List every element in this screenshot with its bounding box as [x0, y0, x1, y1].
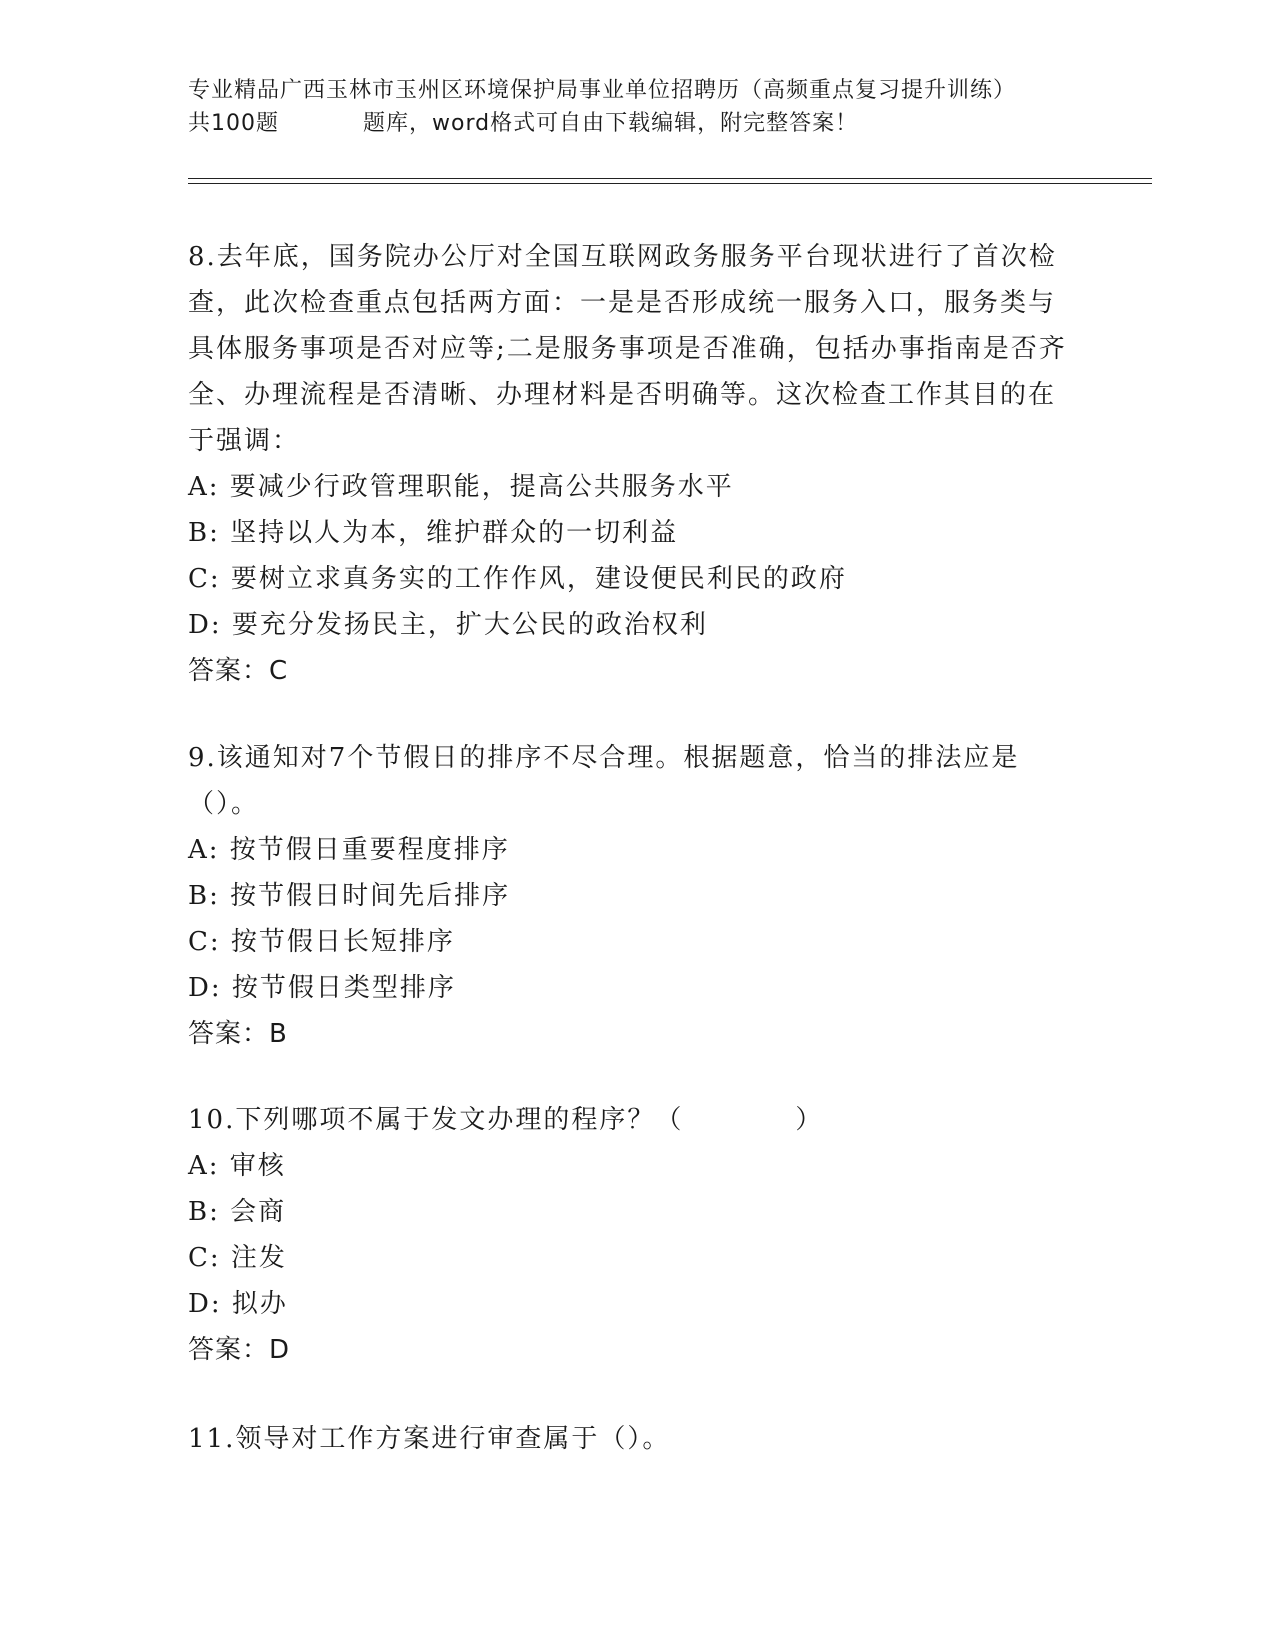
question-11	[188, 1416, 1078, 1462]
header-divider-bottom	[188, 183, 1152, 184]
header-description: 题库，word格式可自由下载编辑，附完整答案！	[363, 111, 859, 136]
option-d: D: 拟办	[188, 1289, 288, 1319]
question-stem: 9.该通知对7个节假日的排序不尽合理。根据题意，恰当的排法应是（）。	[188, 743, 1020, 819]
question-stem: 11.领导对工作方案进行审查属于（）。	[188, 1424, 671, 1454]
option-a: A: 审核	[188, 1151, 286, 1181]
answer: 答案：C	[188, 656, 289, 686]
answer: 答案：B	[188, 1019, 288, 1049]
option-d: D: 按节假日类型排序	[188, 973, 456, 1003]
option-c: C: 注发	[188, 1243, 287, 1273]
question-stem: 10.下列哪项不属于发文办理的程序？（ ）	[188, 1105, 824, 1135]
option-b: B: 会商	[188, 1197, 287, 1227]
option-c: C: 按节假日长短排序	[188, 927, 455, 957]
option-c: C: 要树立求真务实的工作作风，建设便民利民的政府	[188, 564, 847, 594]
answer: 答案：D	[188, 1335, 291, 1365]
option-b: B: 按节假日时间先后排序	[188, 881, 511, 911]
header-title: 专业精品广西玉林市玉州区环境保护局事业单位招聘历（高频重点复习提升训练）	[188, 78, 1017, 103]
document-header	[188, 74, 1088, 140]
question-stem: 8.去年底，国务院办公厅对全国互联网政务服务平台现状进行了首次检查，此次检查重点包括两方面：一是是否形成统一服务入口，服务类与具体服务事项是否对应等;二是服务事项是否准确，包括办事指南是否齐全、办理流程是否清晰、办理材料是否明确等。这次检查工作其目的在于强调：	[188, 242, 1067, 456]
option-a: A: 按节假日重要程度排序	[188, 835, 510, 865]
question-9	[188, 735, 1078, 1057]
question-count: 共100题	[188, 111, 279, 136]
option-d: D: 要充分发扬民主，扩大公民的政治权利	[188, 610, 708, 640]
question-10	[188, 1097, 1078, 1373]
header-subtitle	[188, 107, 1088, 140]
option-a: A: 要减少行政管理职能，提高公共服务水平	[188, 472, 734, 502]
question-8	[188, 234, 1078, 694]
option-b: B: 坚持以人为本，维护群众的一切利益	[188, 518, 679, 548]
header-divider-top	[188, 178, 1152, 179]
